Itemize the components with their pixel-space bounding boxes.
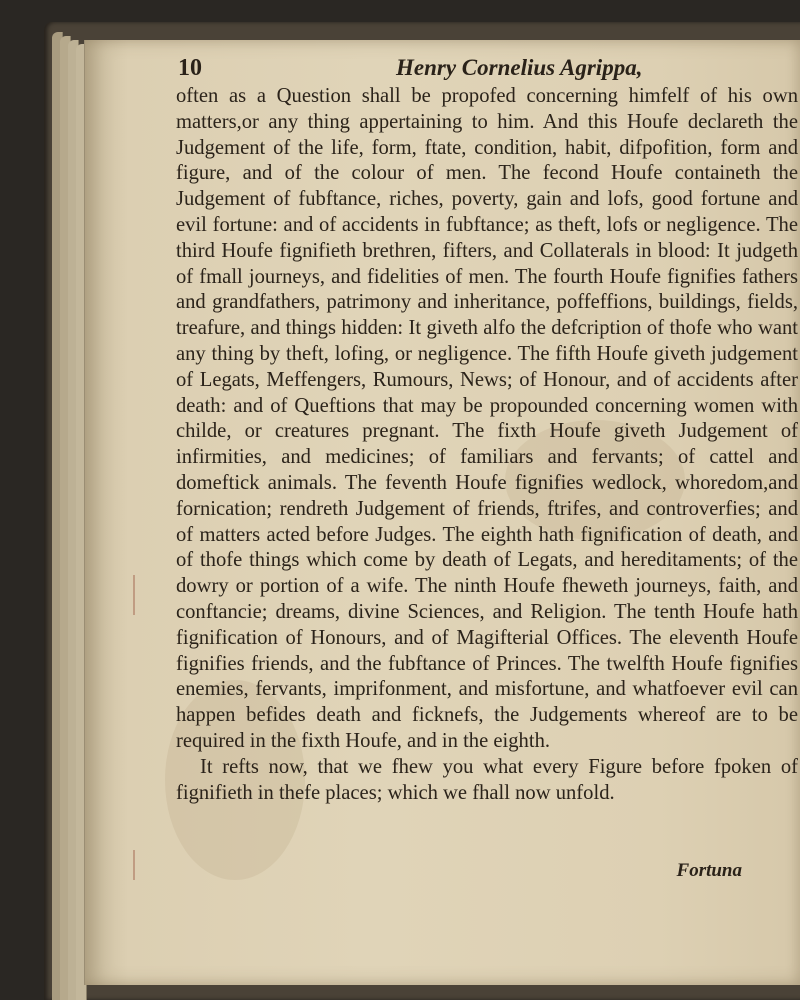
margin-mark: [133, 850, 135, 880]
catchword: Fortuna: [676, 860, 742, 881]
paragraph: often as a Question shall be propofed concerning himfelf of his own matters,or any thing appertaining to him. And this Houfe declareth the Judgement of the life, form, ftate, condition, habit, difpofition, form and figure, and of the colour of men. The fecond Houfe containeth the Judgement of fubftance, riches, poverty, gain and lofs, good fortune and evil fortune: and of accidents in fubftance; as theft, lofs or negligence. The third Houfe fignifieth brethren, fifters, and Collaterals in blood: It judgeth of fmall journeys, and fidelities of men. The fourth Houfe fignifies fathers and grandfathers, patrimony and inheritance, poffeffions, buildings, fields, treafure, and things hidden: It giveth alfo the defcription of thofe who want any thing by theft, lofing, or negligence. The fifth Houfe giveth judgement of Legats, Meffengers, Rumours, News; of Honour, and of accidents after death: and of Queftions that may be propounded concerning women with childe, or creatures pregnant. The fixth Houfe giveth Judgement of infirmities, and medicines; of familiars and fervants; of cattel and domeftick animals. The feventh Houfe fignifies wedlock, whoredom,and fornication; rendreth Judgement of friends, ftrifes, and controverfies; and of matters acted before Judges. The eighth hath fignification of death, and of thofe things which come by death of Legats, and hereditaments; of the dowry or portion of a wife. The ninth Houfe fheweth journeys, faith, and conftancie; dreams, divine Sciences, and Religion. The tenth Houfe hath fignification of Honours, and of Magifterial Offices. The eleventh Houfe fignifies friends, and the fubftance of Princes. The twelfth Houfe fignifies enemies, fervants, imprifonment, and misfortune, and whatfoever evil can happen befides death and ficknefs, the Judgements whereof are to be required in the fixth Houfe, and in the eighth.: [176, 85, 798, 752]
paragraph: It refts now, that we fhew you what every Figure before fpoken of fignifieth in thefe places; which we fhall now unfold.: [176, 755, 798, 804]
page-number: 10: [178, 55, 202, 81]
body-text: [176, 84, 798, 806]
running-head: Henry Cornelius Agrippa,: [396, 55, 643, 80]
margin-mark: [133, 575, 135, 615]
